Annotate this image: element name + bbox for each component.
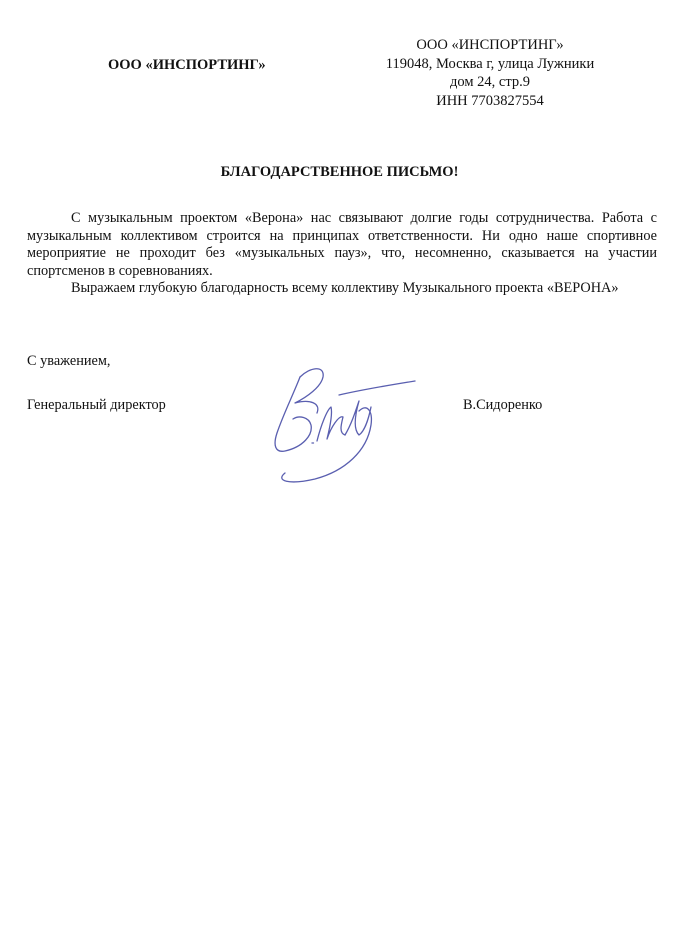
letter-body — [27, 210, 657, 298]
signatory-position: Генеральный директор — [27, 397, 166, 413]
company-address-line2: дом 24, стр.9 — [450, 74, 530, 90]
body-paragraph-2: Выражаем глубокую благодарность всему коллективу Музыкального проекта «ВЕРОНА» — [71, 280, 619, 297]
company-name-right: ООО «ИНСПОРТИНГ» — [416, 37, 564, 53]
company-requisites — [360, 36, 620, 110]
closing-phrase: С уважением, — [27, 353, 111, 369]
body-paragraph-1: С музыкальным проектом «Верона» нас связывают долгие годы сотрудничества. Работа с музыкальным коллективом строится на принципах ответственности. Ни одно наше спортивное мероприятие не проходит без «музыкальных пауз», что, несомненно, сказывается на участии спортсменов в соревнованиях. — [27, 210, 657, 279]
signatory-name: В.Сидоренко — [463, 397, 543, 413]
company-inn: ИНН 7703827554 — [436, 92, 544, 109]
letter-title: БЛАГОДАРСТВЕННОЕ ПИСЬМО! — [220, 164, 459, 180]
company-address-line1: 119048, Москва г, улица Лужники — [385, 55, 595, 72]
company-name-left: ООО «ИНСПОРТИНГ» — [108, 57, 266, 73]
handwritten-signature — [255, 355, 425, 490]
